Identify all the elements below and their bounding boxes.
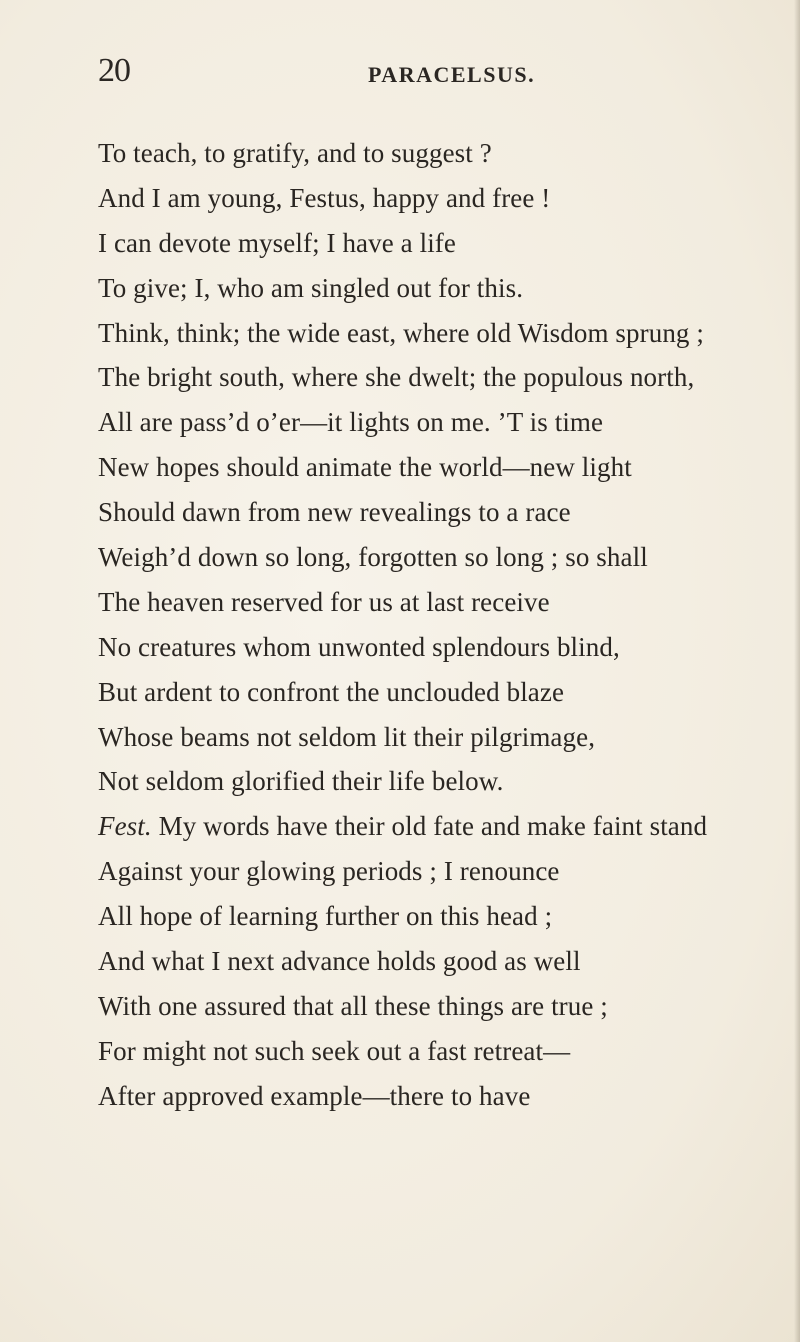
running-head: PARACELSUS. [368, 62, 536, 87]
speaker-label: Fest. [98, 811, 152, 842]
verse-line [98, 445, 798, 490]
verse-line [98, 176, 798, 221]
verse-text: New hopes should animate the world—new light [98, 452, 632, 483]
verse-line [98, 984, 798, 1029]
verse-line [98, 580, 798, 625]
verse-text: Against your glowing periods ; I renounce [98, 856, 560, 887]
verse-text: To teach, to gratify, and to suggest ? [98, 138, 492, 168]
verse-line [98, 715, 798, 760]
verse-line [98, 535, 798, 580]
verse-line [98, 804, 798, 849]
verse-line [98, 266, 798, 311]
verse-text: With one assured that all these things are true ; [98, 990, 608, 1021]
verse-line [98, 670, 798, 715]
verse-text: All hope of learning further on this head ; [98, 901, 553, 932]
page-header [98, 52, 658, 92]
verse-line [98, 400, 798, 445]
verse-text: Not seldom glorified their life below. [98, 766, 504, 797]
verse-text: Think, think; the wide east, where old Wisdom sprung ; [98, 317, 704, 348]
verse-text: I can devote myself; I have a life [98, 227, 456, 258]
verse-text: To give; I, who am singled out for this. [98, 272, 524, 303]
verse-text: Whose beams not seldom lit their pilgrimage, [98, 721, 596, 752]
verse-text: Should dawn from new revealings to a race [98, 497, 571, 528]
verse-text: All are pass’d o’er—it lights on me. ’T is time [98, 407, 604, 438]
verse-line [98, 1074, 798, 1119]
verse-text: The heaven reserved for us at last receive [98, 586, 550, 617]
verse-line [98, 894, 798, 939]
verse-text: And I am young, Festus, happy and free ! [98, 182, 551, 213]
verse-text: The bright south, where she dwelt; the populous north, [98, 362, 695, 393]
verse-text: But ardent to confront the unclouded blaze [98, 676, 565, 707]
verse-line [98, 939, 798, 984]
verse-line [98, 759, 798, 804]
verse-line [98, 311, 798, 356]
verse-line [98, 490, 798, 535]
verse-line [98, 1029, 798, 1074]
verse-text: No creatures whom unwonted splendours blind, [98, 631, 620, 662]
verse-block [98, 131, 798, 1119]
verse-line [98, 221, 798, 266]
verse-text: And what I next advance holds good as well [98, 946, 581, 977]
verse-text: Weigh’d down so long, forgotten so long ; so shall [98, 542, 648, 573]
verse-text: For might not such seek out a fast retreat— [98, 1035, 571, 1066]
page-number: 20 [98, 52, 130, 89]
verse-text: My words have their old fate and make faint stand [151, 811, 708, 842]
verse-text: After approved example—there to have [98, 1080, 531, 1111]
verse-line [98, 131, 798, 176]
verse-line [98, 625, 798, 670]
verse-line [98, 355, 798, 400]
verse-line [98, 849, 798, 894]
